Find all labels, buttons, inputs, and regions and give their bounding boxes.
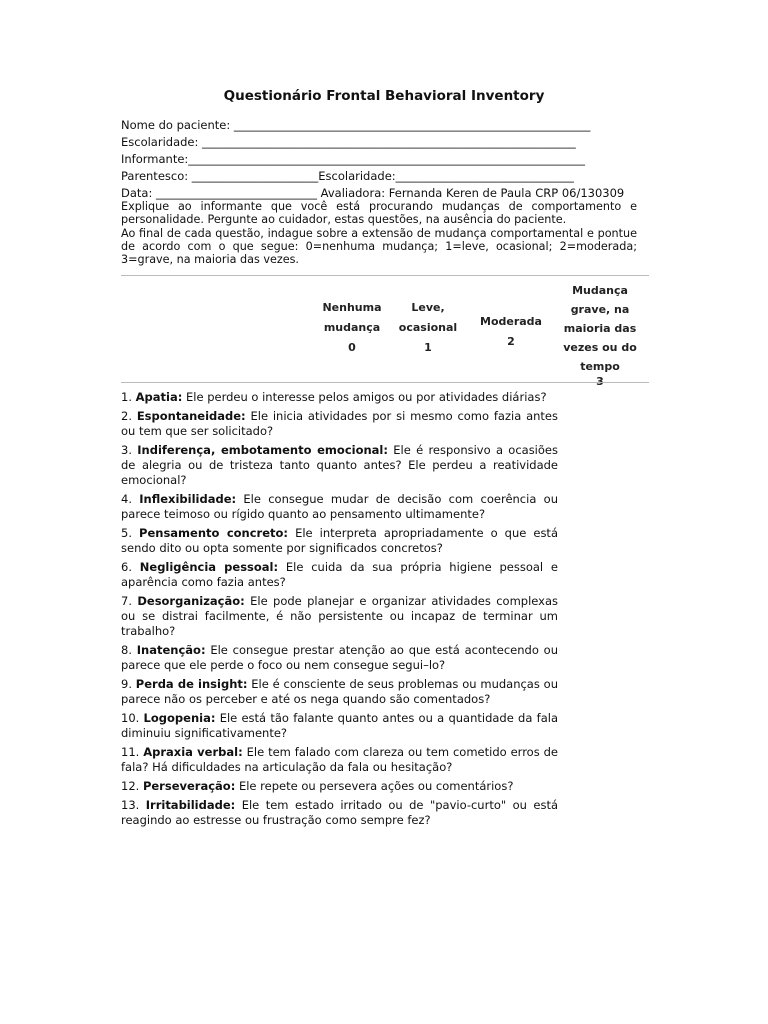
question-text: Ele é responsivo a ocasiões de alegria ou de tristeza tanto quanto antes? Ele perdeu a reatividade emocional? <box>121 443 558 487</box>
question-item <box>121 745 558 775</box>
question-title: Irritabilidade: <box>145 798 236 812</box>
question-number: 2. <box>121 409 137 423</box>
question-item <box>121 560 558 590</box>
question-item <box>121 443 558 488</box>
question-number: 5. <box>121 526 140 540</box>
question-text: Ele perdeu o interesse pelos amigos ou por atividades diárias? <box>182 390 547 404</box>
question-title: Apatia: <box>135 390 183 404</box>
document-title: Questionário Frontal Behavioral Inventory <box>223 88 545 104</box>
question-title: Logopenia: <box>143 711 216 725</box>
question-text: Ele inicia atividades por si mesmo como fazia antes ou tem que ser solicitado? <box>121 409 558 438</box>
question-number: 7. <box>121 594 138 608</box>
informant-field: Informante:_____________________________________________________________________ <box>121 152 586 166</box>
question-title: Apraxia verbal: <box>143 745 243 759</box>
table-header-rule <box>121 382 649 383</box>
question-title: Perseveração: <box>142 779 236 793</box>
column-header-moderate <box>475 312 547 352</box>
column-label: Leve, ocasional <box>398 301 458 334</box>
question-title: Espontaneidade: <box>136 409 246 423</box>
question-text: Ele consegue mudar de decisão com coerência ou parece teimoso ou rígido quanto ao pensamento ultimamente? <box>121 492 558 521</box>
column-score: 1 <box>424 341 432 354</box>
question-title: Indiferença, embotamento emocional: <box>137 443 388 457</box>
question-number: 1. <box>121 390 136 404</box>
question-list <box>121 390 558 832</box>
question-item <box>121 798 558 828</box>
date-evaluator-field: Data: ____________________________ Avaliadora: Fernanda Keren de Paula CRP 06/130309 <box>121 186 625 200</box>
column-header-none <box>312 298 392 358</box>
patient-name-field: Nome do paciente: ______________________________________________________________ <box>121 118 591 132</box>
column-score: 0 <box>348 341 356 354</box>
question-number: 6. <box>121 560 140 574</box>
question-text: Ele é consciente de seus problemas ou mudanças ou parece não os perceber e até os nega quando são comentados? <box>121 677 558 706</box>
question-text: Ele tem estado irritado ou de "pavio-curto" ou está reagindo ao estresse ou frustração como sempre fez? <box>121 798 558 827</box>
question-number: 11. <box>121 745 144 759</box>
question-title: Inflexibilidade: <box>139 492 237 506</box>
question-item <box>121 526 558 556</box>
question-number: 9. <box>121 677 136 691</box>
question-item <box>121 711 558 741</box>
schooling-field: Escolaridade: _________________________________________________________________ <box>121 135 576 149</box>
question-item <box>121 492 558 522</box>
question-title: Desorganização: <box>137 594 245 608</box>
question-text: Ele interpreta apropriadamente o que está sendo dito ou opta somente por significados concretos? <box>121 526 558 555</box>
question-title: Negligência pessoal: <box>139 560 279 574</box>
question-text: Ele consegue prestar atenção ao que está acontecendo ou parece que ele perde o foco ou nem consegue segui–lo? <box>121 643 558 672</box>
question-text: Ele pode planejar e organizar atividades complexas ou se distrai facilmente, é não persistente ou incapaz de terminar um trabalho? <box>121 594 558 638</box>
instructions <box>121 200 637 266</box>
column-header-mild <box>392 298 464 358</box>
question-item <box>121 390 558 405</box>
question-text: Ele tem falado com clareza ou tem cometido erros de fala? Há dificuldades na articulação da fala ou hesitação? <box>121 745 558 774</box>
question-number: 13. <box>121 798 146 812</box>
question-number: 12. <box>121 779 143 793</box>
question-title: Perda de insight: <box>135 677 248 691</box>
table-top-rule <box>121 275 649 276</box>
question-text: Ele está tão falante quanto antes ou a quantidade da fala diminuiu significativamente? <box>121 711 558 740</box>
question-text: Ele cuida da sua própria higiene pessoal e aparência como fazia antes? <box>121 560 558 589</box>
question-title: Inatenção: <box>136 643 206 657</box>
instructions-paragraph-2: Ao final de cada questão, indague sobre a extensão de mudança comportamental e pontue de acordo com o que segue: 0=nenhuma mudança; 1=leve, ocasional; 2=moderada; 3=grave, na maioria das vezes. <box>121 226 637 267</box>
column-label: Moderada <box>480 315 542 328</box>
question-item <box>121 643 558 673</box>
question-title: Pensamento concreto: <box>139 526 289 540</box>
kinship-field: Parentesco: ______________________Escolaridade:_______________________________ <box>121 169 574 183</box>
question-number: 3. <box>121 443 138 457</box>
patient-info-block <box>121 117 681 202</box>
instructions-paragraph-1: Explique ao informante que você está procurando mudanças de comportamento e personalidade. Pergunte ao cuidador, estas questões, na ausência do paciente. <box>121 200 637 227</box>
column-score: 2 <box>507 335 515 348</box>
question-text: Ele repete ou persevera ações ou comentários? <box>235 779 514 793</box>
question-item <box>121 779 558 794</box>
column-label: Mudança grave, na maioria das vezes ou do tempo <box>563 284 637 373</box>
question-number: 10. <box>121 711 144 725</box>
question-item <box>121 594 558 639</box>
question-item <box>121 409 558 439</box>
question-number: 4. <box>121 492 140 506</box>
column-header-severe <box>555 281 645 388</box>
column-label: Nenhuma mudança <box>322 301 382 334</box>
question-number: 8. <box>121 643 137 657</box>
column-score: 3 <box>596 375 604 388</box>
question-item <box>121 677 558 707</box>
